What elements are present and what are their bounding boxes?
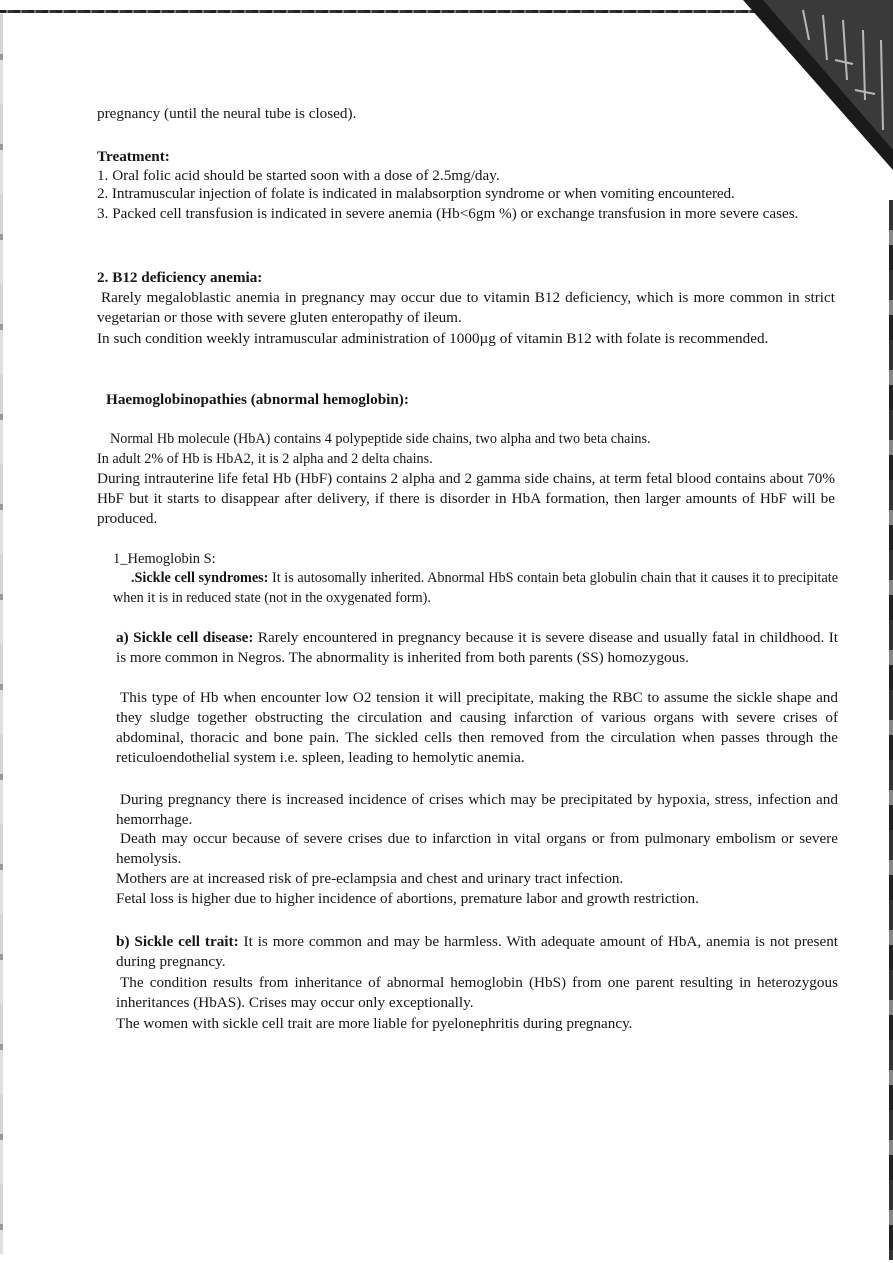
treatment-item-1: 1. Oral folic acid should be started soon with a dose of 2.5mg/day.: [97, 167, 500, 184]
treatment-item-3: 3. Packed cell transfusion is indicated in severe anemia (Hb<6gm %) or exchange transfusion in more severe cases.: [97, 205, 799, 222]
scan-edge-left: [0, 14, 3, 1254]
sickle-syndromes-text: It is autosomally inherited. Abnormal HbS contain beta globulin chain that it causes it to precipitate when it is in reduced state (not in the oxygenated form).: [113, 570, 838, 606]
sickle-syndromes-paragraph: [113, 568, 838, 608]
hb-paragraph-3: During intrauterine life fetal Hb (HbF) contains 2 alpha and 2 gamma side chains, at term fetal blood contains about 70% HbF but it starts to disappear after delivery, if there is disorder in HbA formation, then larger amounts of HbF will be produced.: [97, 470, 835, 527]
sickle-disease-paragraph-6: Fetal loss is higher due to higher incidence of abortions, premature labor and growth restriction.: [116, 890, 699, 907]
scan-edge-right: [889, 200, 893, 1260]
sickle-disease-paragraph: [116, 628, 838, 668]
b12-paragraph-2: In such condition weekly intramuscular administration of 1000µg of vitamin B12 with folate is recommended.: [97, 330, 769, 347]
sickle-disease-paragraph-5: Mothers are at increased risk of pre-eclampsia and chest and urinary tract infection.: [116, 870, 624, 887]
treatment-heading: Treatment:: [97, 148, 170, 165]
b12-heading: 2. B12 deficiency anemia:: [97, 269, 263, 286]
hb-paragraph-1: Normal Hb molecule (HbA) contains 4 polypeptide side chains, two alpha and two beta chains.: [110, 431, 651, 447]
scan-corner-shadow: [743, 0, 893, 170]
sickle-disease-paragraph-4: Death may occur because of severe crises due to infarction in vital organs or from pulmonary embolism or severe hemolysis.: [116, 830, 838, 867]
sickle-trait-text: It is more common and may be harmless. With adequate amount of HbA, anemia is not present during pregnancy.: [116, 933, 839, 970]
sickle-syndromes-label: .Sickle cell syndromes:: [131, 570, 269, 586]
sickle-disease-text: Rarely encountered in pregnancy because it is severe disease and usually fatal in childhood. It is more common in Negros. The abnormality is inherited from both parents (SS) homozygous.: [116, 629, 838, 666]
sickle-trait-paragraph-2: The condition results from inheritance of abnormal hemoglobin (HbS) from one parent resulting in heterozygous inheritances (HbAS). Crises may occur only exceptionally.: [116, 974, 838, 1011]
intro-line: pregnancy (until the neural tube is closed).: [97, 105, 357, 122]
hemoglobin-s-heading: 1_Hemoglobin S:: [113, 551, 216, 567]
sickle-disease-label: a) Sickle cell disease:: [116, 629, 254, 646]
sickle-disease-paragraph-2: This type of Hb when encounter low O2 tension it will precipitate, making the RBC to assume the sickle shape and they sludge together obstructing the circulation and causing infarction of various organs with severe crises of abdominal, thoracic and bone pain. The sickled cells then removed from the circulation when passes through the reticuloendothelial system i.e. spleen, leading to hemolytic anemia.: [116, 689, 838, 766]
treatment-item-2: 2. Intramuscular injection of folate is indicated in malabsorption syndrome or when vomiting encountered.: [97, 185, 735, 202]
sickle-disease-paragraph-3: During pregnancy there is increased incidence of crises which may be precipitated by hypoxia, stress, infection and hemorrhage.: [116, 791, 838, 828]
sickle-trait-label: b) Sickle cell trait:: [116, 933, 239, 950]
haemoglobinopathies-heading: Haemoglobinopathies (abnormal hemoglobin):: [106, 391, 409, 408]
b12-paragraph-1: Rarely megaloblastic anemia in pregnancy may occur due to vitamin B12 deficiency, which is more common in strict vegetarian or those with severe gluten enteropathy of ileum.: [97, 289, 835, 326]
sickle-trait-paragraph: [116, 932, 838, 972]
sickle-trait-paragraph-3: The women with sickle cell trait are more liable for pyelonephritis during pregnancy.: [116, 1015, 633, 1032]
hb-paragraph-2: In adult 2% of Hb is HbA2, it is 2 alpha and 2 delta chains.: [97, 451, 433, 467]
